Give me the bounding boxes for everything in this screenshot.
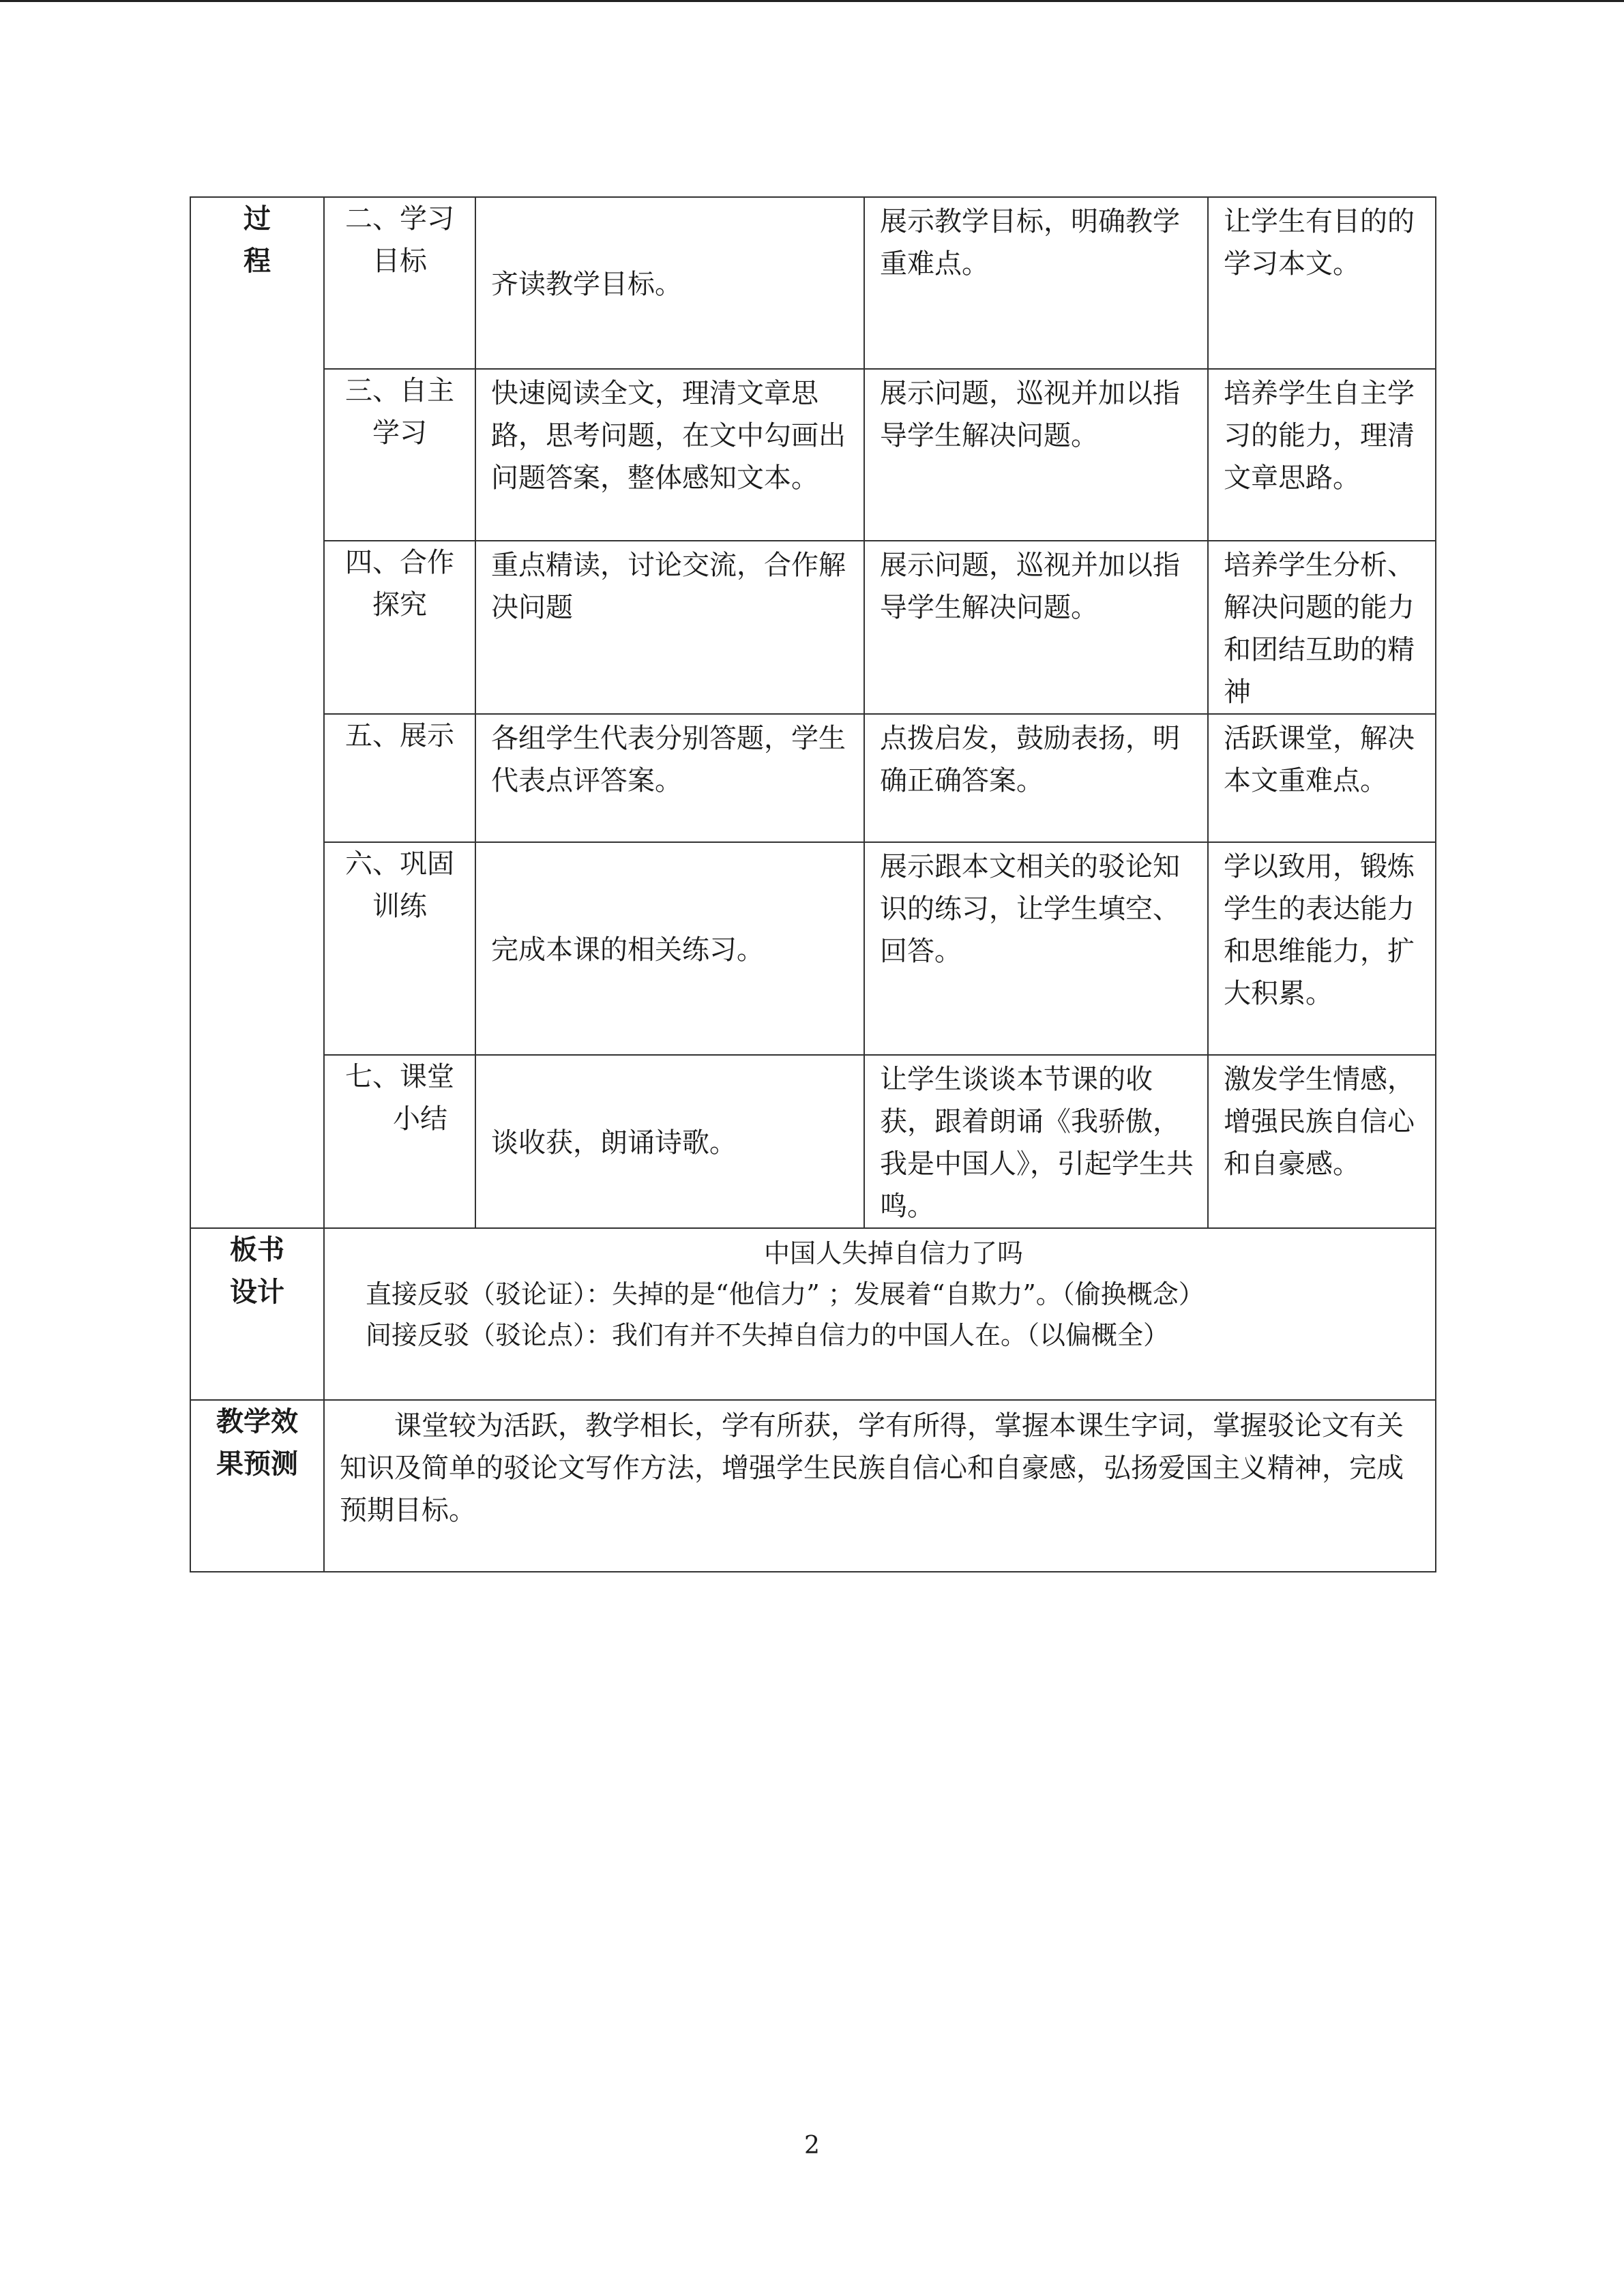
table-row bbox=[190, 842, 1436, 1055]
step-cell bbox=[324, 197, 475, 369]
student-activity-text: 各组学生代表分别答题，学生代表点评答案。 bbox=[491, 723, 846, 796]
page-number: 2 bbox=[804, 2132, 820, 2160]
design-intent-cell bbox=[1208, 842, 1436, 1055]
effect-label-cell bbox=[190, 1400, 324, 1572]
step-label-line: 目标 bbox=[372, 245, 427, 277]
teacher-activity-text: 展示跟本文相关的驳论知识的练习，让学生填空、回答。 bbox=[880, 851, 1180, 967]
table-row bbox=[190, 714, 1436, 842]
design-intent-cell bbox=[1208, 541, 1436, 714]
teacher-activity-text: 展示问题，巡视并加以指导学生解决问题。 bbox=[880, 378, 1180, 451]
step-label-line: 六、巩固 bbox=[345, 848, 454, 880]
board-line: 间接反驳（驳论点）：我们有并不失掉自信力的中国人在。（以偏概全） bbox=[366, 1320, 1170, 1350]
step-cell bbox=[324, 541, 475, 714]
table-row-board bbox=[190, 1228, 1436, 1400]
board-line: 直接反驳（驳论证）：失掉的是“他信力” ；发展着“自欺力”。（偷换概念） bbox=[366, 1279, 1205, 1309]
top-border-line bbox=[0, 0, 1624, 2]
teacher-activity-cell bbox=[864, 369, 1208, 541]
process-label-char: 过 bbox=[243, 203, 271, 235]
teacher-activity-cell bbox=[864, 1055, 1208, 1228]
student-activity-text: 快速阅读全文，理清文章思路，思考问题，在文中勾画出问题答案，整体感知文本。 bbox=[491, 378, 846, 494]
step-label-line: 七、课堂 bbox=[345, 1061, 454, 1092]
student-activity-cell bbox=[475, 842, 864, 1055]
student-activity-cell bbox=[475, 369, 864, 541]
step-label-line: 训练 bbox=[372, 891, 427, 922]
design-intent-text: 让学生有目的的学习本文。 bbox=[1224, 206, 1415, 280]
board-title: 中国人失掉自信力了吗 bbox=[763, 1238, 1023, 1268]
design-intent-cell bbox=[1208, 714, 1436, 842]
effect-content-cell bbox=[324, 1400, 1436, 1572]
step-cell bbox=[324, 369, 475, 541]
design-intent-cell bbox=[1208, 197, 1436, 369]
step-label-line: 三、自主 bbox=[345, 375, 454, 406]
step-cell bbox=[324, 842, 475, 1055]
design-intent-cell bbox=[1208, 1055, 1436, 1228]
teacher-activity-cell bbox=[864, 541, 1208, 714]
teacher-activity-text: 让学生谈谈本节课的收获，跟着朗诵《我骄傲，我是中国人》，引起学生共鸣。 bbox=[880, 1064, 1194, 1222]
teacher-activity-text: 展示问题，巡视并加以指导学生解决问题。 bbox=[880, 550, 1180, 623]
step-label-line: 探究 bbox=[372, 589, 427, 621]
student-activity-cell bbox=[475, 1055, 864, 1228]
process-label-char: 程 bbox=[243, 245, 271, 277]
effect-label-line: 果预测 bbox=[216, 1448, 298, 1480]
design-intent-text: 学以致用，锻炼学生的表达能力和思维能力，扩大积累。 bbox=[1224, 851, 1415, 1009]
step-cell bbox=[324, 1055, 475, 1228]
student-activity-text: 重点精读，讨论交流，合作解决问题 bbox=[491, 550, 846, 623]
board-label-line: 板书 bbox=[230, 1234, 284, 1266]
lesson-plan-table bbox=[190, 196, 1436, 1572]
student-activity-cell bbox=[475, 197, 864, 369]
step-label-line: 学习 bbox=[372, 417, 427, 449]
effect-text: 课堂较为活跃，教学相长，学有所获，学有所得，掌握本课生字词，掌握驳论文有关知识及简单的驳论文写作方法，增强学生民族自信心和自豪感，弘扬爱国主义精神，完成预期目标。 bbox=[340, 1410, 1404, 1526]
table-row bbox=[190, 541, 1436, 714]
student-activity-text: 齐读教学目标。 bbox=[491, 269, 682, 300]
table-row bbox=[190, 1055, 1436, 1228]
board-content-cell bbox=[324, 1228, 1436, 1400]
teacher-activity-text: 点拨启发，鼓励表扬，明确正确答案。 bbox=[880, 723, 1180, 796]
board-label-cell bbox=[190, 1228, 324, 1400]
step-cell bbox=[324, 714, 475, 842]
design-intent-cell bbox=[1208, 369, 1436, 541]
teacher-activity-text: 展示教学目标，明确教学重难点。 bbox=[880, 206, 1180, 280]
step-label-line: 四、合作 bbox=[345, 547, 454, 578]
design-intent-text: 培养学生分析、解决问题的能力和团结互助的精神 bbox=[1224, 550, 1415, 708]
student-activity-cell bbox=[475, 714, 864, 842]
step-label-line: 五、展示 bbox=[345, 720, 454, 751]
board-label-line: 设计 bbox=[230, 1277, 284, 1308]
teacher-activity-cell bbox=[864, 842, 1208, 1055]
process-label-cell bbox=[190, 197, 324, 1228]
teacher-activity-cell bbox=[864, 197, 1208, 369]
step-label-line: 二、学习 bbox=[345, 203, 454, 235]
student-activity-cell bbox=[475, 541, 864, 714]
design-intent-text: 活跃课堂，解决本文重难点。 bbox=[1224, 723, 1415, 796]
student-activity-text: 完成本课的相关练习。 bbox=[491, 934, 764, 966]
table-row bbox=[190, 369, 1436, 541]
teacher-activity-cell bbox=[864, 714, 1208, 842]
table-row bbox=[190, 197, 1436, 369]
student-activity-text: 谈收获，朗诵诗歌。 bbox=[491, 1127, 737, 1159]
table-row-effect bbox=[190, 1400, 1436, 1572]
design-intent-text: 激发学生情感，增强民族自信心和自豪感。 bbox=[1224, 1064, 1415, 1180]
design-intent-text: 培养学生自主学习的能力，理清文章思路。 bbox=[1224, 378, 1415, 494]
step-label-line: 小结 bbox=[393, 1103, 447, 1135]
effect-label-line: 教学效 bbox=[216, 1406, 298, 1437]
